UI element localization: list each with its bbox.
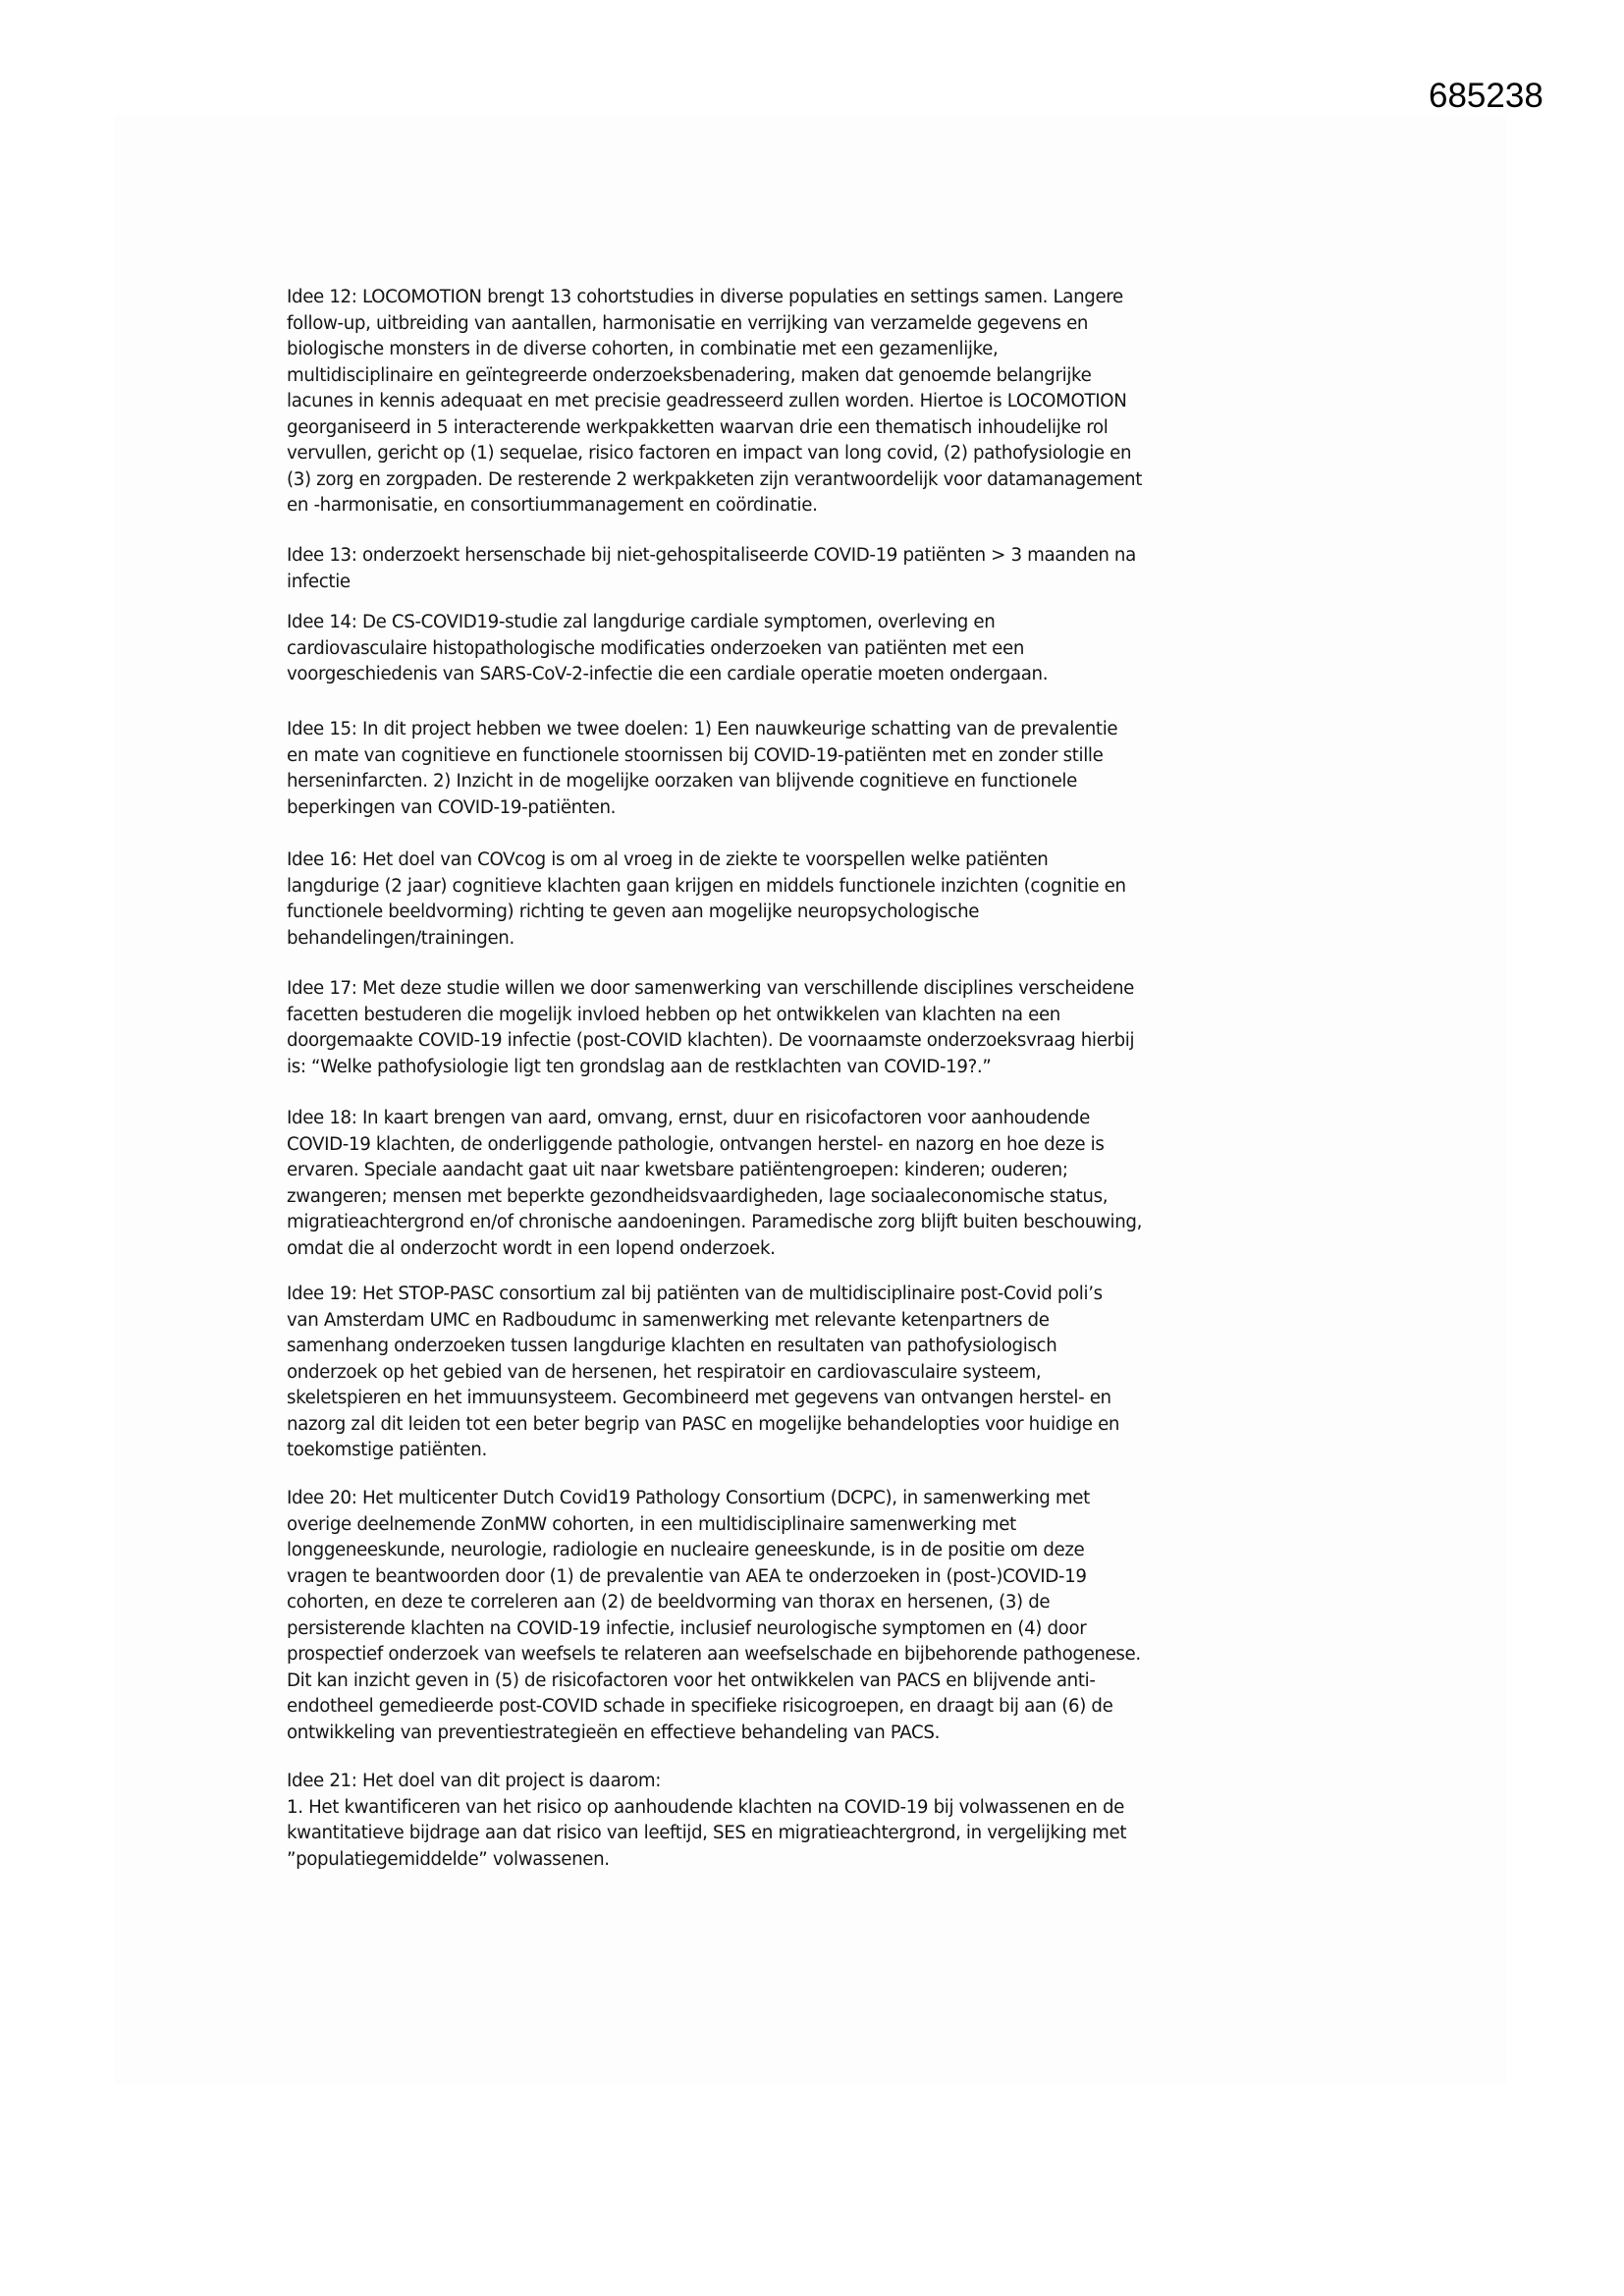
text-line: vragen te beantwoorden door (1) de prevalentie van AEA te onderzoeken in (post-)COVID-19 [287,1565,1087,1587]
text-line: infectie [287,571,351,592]
text-line: onderzoek op het gebied van de hersenen, het respiratoir en cardiovasculaire systeem, [287,1361,1042,1383]
text-line: overige deelnemende ZonMW cohorten, in een multidisciplinaire samenwerking met [287,1513,1016,1535]
text-line: Idee 12: LOCOMOTION brengt 13 cohortstudies in diverse populaties en settings samen. Langere [287,287,1123,307]
text-line: behandelingen/trainingen. [287,927,514,949]
text-line: follow-up, uitbreiding van aantallen, harmonisatie en verrijking van verzamelde gegevens en [287,312,1089,334]
text-line: skeletspieren en het immuunsysteem. Gecombineerd met gegevens van ontvangen herstel- en [287,1388,1111,1408]
text-line: ervaren. Speciale aandacht gaat uit naar kwetsbare patiëntengroepen: kinderen; ouderen; [287,1160,1068,1180]
text-line: Idee 15: In dit project hebben we twee doelen: 1) Een nauwkeurige schatting van de prevalentie [287,719,1118,739]
text-line: multidisciplinaire en geïntegreerde onderzoeksbenadering, maken dat genoemde belangrijke [287,364,1092,386]
text-line: functionele beeldvorming) richting te geven aan mogelijke neuropsychologische [287,902,980,922]
text-line: cardiovasculaire histopathologische modificaties onderzoeken van patiënten met een [287,637,1025,659]
paragraph-idee-17 [287,976,1386,1080]
text-line: Idee 16: Het doel van COVcog is om al vroeg in de ziekte te voorspellen welke patiënten [287,849,1049,870]
text-line: georganiseerd in 5 interacterende werkpakketten waarvan drie een thematisch inhoudelijke rol [287,416,1109,438]
text-line: en -harmonisatie, en consortiummanagement en coördinatie. [287,495,818,516]
paragraph-idee-13 [287,543,1386,595]
text-line: Idee 19: Het STOP-PASC consortium zal bij patiënten van de multidisciplinaire post-Covid poli’s [287,1284,1103,1304]
text-line: nazorg zal dit leiden tot een beter begrip van PASC en mogelijke behandelopties voor huidige en [287,1413,1120,1435]
text-line: biologische monsters in de diverse cohorten, in combinatie met een gezamenlijke, [287,339,999,359]
text-line: lacunes in kennis adequaat en met precisie geadresseerd zullen worden. Hiertoe is LOCOMOTION [287,391,1127,411]
text-line: en mate van cognitieve en functionele stoornissen bij COVID-19-patiënten met en zonder stille [287,744,1104,766]
text-line: (3) zorg en zorgpaden. De resterende 2 werkpakketen zijn verantwoordelijk voor datamanagement [287,468,1143,490]
text-line: migratieachtergrond en/of chronische aandoeningen. Paramedische zorg blijft buiten beschouwing, [287,1212,1143,1232]
text-line: zwangeren; mensen met beperkte gezondheidsvaardigheden, lage sociaaleconomische status, [287,1185,1109,1207]
text-line: 1. Het kwantificeren van het risico op aanhoudende klachten na COVID-19 bij volwassenen en de [287,1796,1125,1818]
text-line: omdat die al onderzocht wordt in een lopend onderzoek. [287,1237,776,1259]
text-line: Idee 14: De CS-COVID19-studie zal langdurige cardiale symptomen, overleving en [287,612,996,632]
text-line: Idee 21: Het doel van dit project is daarom: [287,1771,662,1791]
paragraph-idee-18 [287,1106,1386,1262]
text-line: Idee 18: In kaart brengen van aard, omvang, ernst, duur en risicofactoren voor aanhoudende [287,1108,1090,1128]
text-line: toekomstige patiënten. [287,1440,487,1460]
text-line: samenhang onderzoeken tussen langdurige klachten en resultaten van pathofysiologisch [287,1336,1057,1356]
text-line: langdurige (2 jaar) cognitieve klachten gaan krijgen en middels functionele inzichten (cognitie en [287,875,1126,897]
text-line: facetten bestuderen die mogelijk invloed hebben op het ontwikkelen van klachten na een [287,1004,1060,1025]
paragraph-idee-12 [287,285,1386,519]
text-line: ”populatiegemiddelde” volwassenen. [287,1848,610,1870]
text-line: is: “Welke pathofysiologie ligt ten grondslag aan de restklachten van COVID-19?.” [287,1056,992,1077]
text-line: endotheel gemedieerde post-COVID schade in specifieke risicogroepen, en draagt bij aan (6) de [287,1696,1113,1717]
text-line: cohorten, en deze te correleren aan (2) de beeldvorming van thorax en hersenen, (3) de [287,1592,1051,1613]
paragraph-idee-19 [287,1282,1386,1464]
text-line: prospectief onderzoek van weefsels te relateren aan weefselschade en bijbehorende pathogenese. [287,1644,1141,1665]
text-line: voorgeschiedenis van SARS-CoV-2-infectie die een cardiale operatie moeten ondergaan. [287,664,1049,684]
paragraph-idee-14 [287,610,1386,688]
text-line: COVID-19 klachten, de onderliggende pathologie, ontvangen herstel- en nazorg en hoe deze is [287,1133,1105,1155]
text-line: Dit kan inzicht geven in (5) de risicofactoren voor het ontwikkelen van PACS en blijvende anti- [287,1669,1096,1691]
paragraph-idee-15 [287,717,1386,821]
document-id-number: 685238 [1429,77,1543,115]
text-line: persisterende klachten na COVID-19 infectie, inclusief neurologische symptomen en (4) door [287,1617,1087,1639]
text-line: Idee 17: Met deze studie willen we door samenwerking van verschillende disciplines verscheidene [287,978,1135,999]
text-line: Idee 13: onderzoekt hersenschade bij niet-gehospitaliseerde COVID-19 patiënten > 3 maanden na [287,545,1136,566]
paragraph-idee-20 [287,1486,1386,1746]
text-line: kwantitatieve bijdrage aan dat risico van leeftijd, SES en migratieachtergrond, in vergelijking met [287,1823,1127,1843]
text-line: vervullen, gericht op (1) sequelae, risico factoren en impact van long covid, (2) pathofysiologie en [287,443,1132,464]
text-line: longgeneeskunde, neurologie, radiologie en nucleaire geneeskunde, is in de positie om deze [287,1540,1085,1560]
text-line: herseninfarcten. 2) Inzicht in de mogelijke oorzaken van blijvende cognitieve en functionele [287,771,1077,792]
text-line: Idee 20: Het multicenter Dutch Covid19 Pathology Consortium (DCPC), in samenwerking met [287,1488,1090,1508]
text-line: doorgemaakte COVID-19 infectie (post-COVID klachten). De voornaamste onderzoeksvraag hierbij [287,1030,1135,1051]
paragraph-idee-21 [287,1769,1386,1873]
text-line: van Amsterdam UMC en Radboudumc in samenwerking met relevante ketenpartners de [287,1309,1050,1331]
text-line: ontwikkeling van preventiestrategieën en effectieve behandeling van PACS. [287,1722,941,1743]
paragraph-idee-16 [287,847,1386,952]
text-line: beperkingen van COVID-19-patiënten. [287,796,617,818]
